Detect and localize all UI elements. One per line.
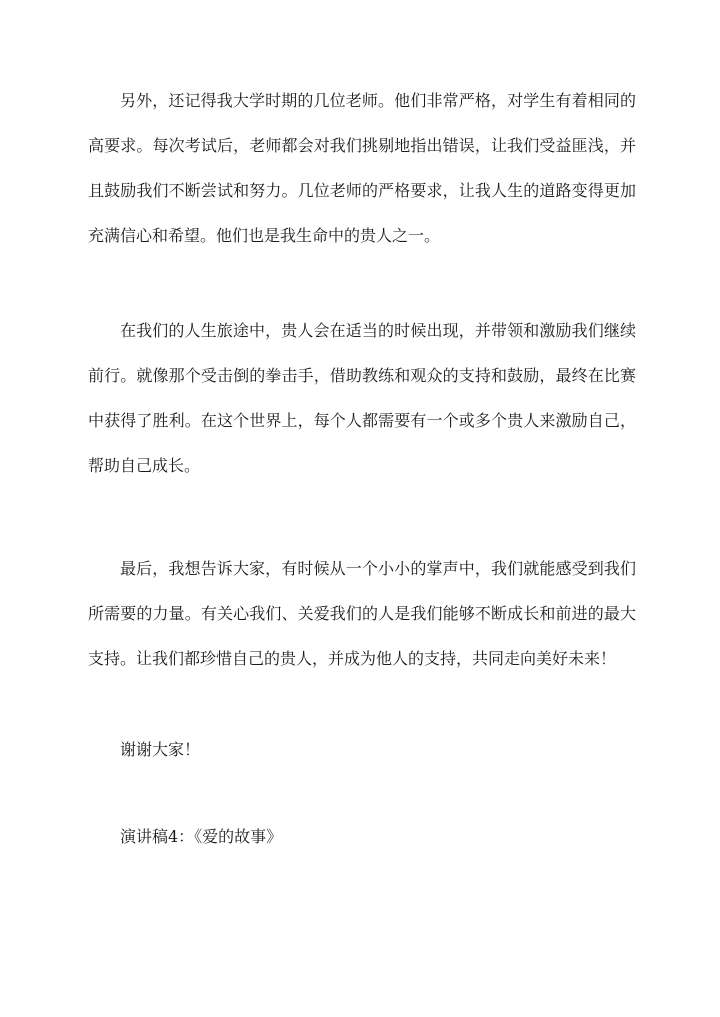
paragraph-spacer xyxy=(88,258,636,308)
speech-title: 演讲稿4：《爱的故事》 xyxy=(120,827,283,846)
paragraph-life-journey: 在我们的人生旅途中，贵人会在适当的时候出现，并带领和激励我们继续前行。就像那个受击倒的拳击手，借助教练和观众的支持和鼓励，最终在比赛中获得了胜利。在这个世界上，每个人都需要有一个或多个贵人来激励自己，帮助自己成长。 xyxy=(88,321,636,475)
paragraph-spacer xyxy=(88,772,636,814)
paragraph-spacer xyxy=(88,681,636,727)
paragraph-spacer xyxy=(88,488,636,546)
paragraph-teachers: 另外，还记得我大学时期的几位老师。他们非常严格，对学生有着相同的高要求。每次考试后，老师都会对我们挑剔地指出错误，让我们受益匪浅，并且鼓励我们不断尝试和努力。几位老师的严格要求，让我人生的道路变得更加充满信心和希望。他们也是我生命中的贵人之一。 xyxy=(88,91,636,245)
paragraph-conclusion: 最后，我想告诉大家，有时候从一个小小的掌声中，我们就能感受到我们所需要的力量。有关心我们、关爱我们的人是我们能够不断成长和前进的最大支持。让我们都珍惜自己的贵人，并成为他人的支持，共同走向美好未来！ xyxy=(88,559,636,668)
paragraph-thanks: 谢谢大家！ xyxy=(120,740,201,759)
document-body xyxy=(88,78,636,859)
